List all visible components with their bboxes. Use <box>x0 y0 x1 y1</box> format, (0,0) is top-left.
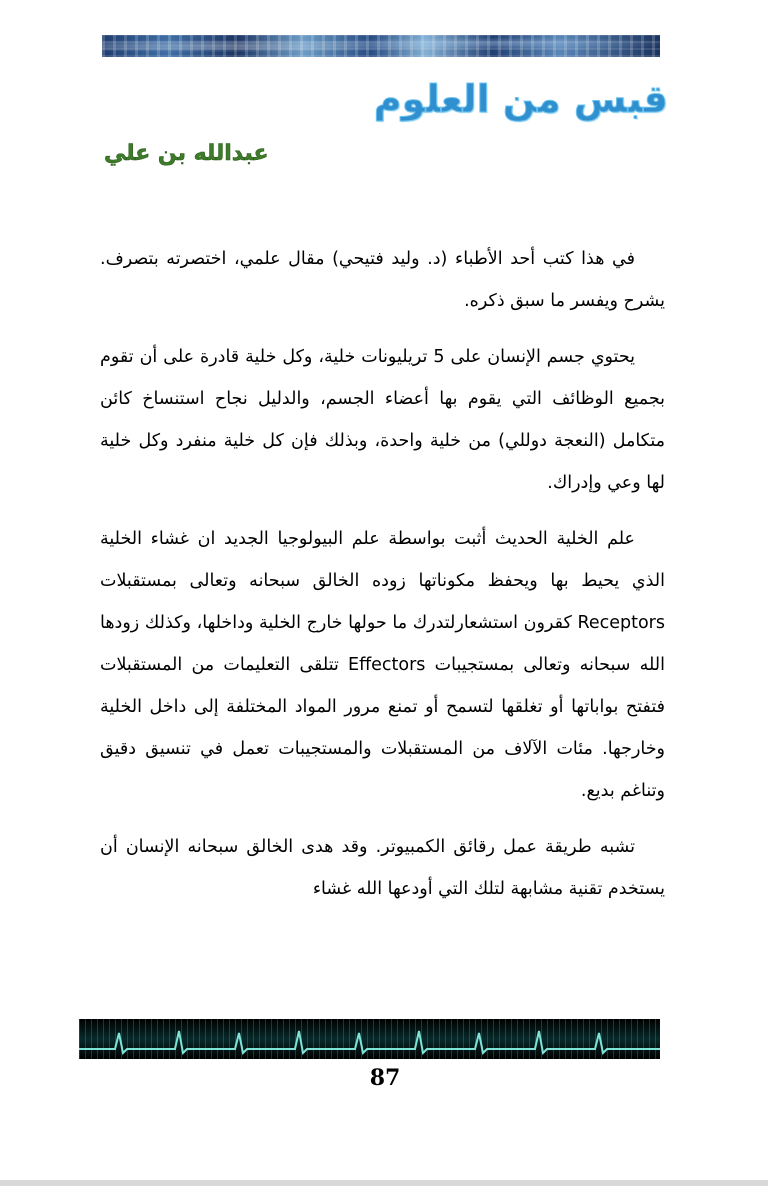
section-title: قبس من العلوم <box>373 77 668 121</box>
article-paragraph: تشبه طريقة عمل رقائق الكمبيوتر. وقد هدى الخالق سبحانه الإنسان أن يستخدم تقنية مشابهة لتلك التي أودعها الله غشاء <box>100 837 665 899</box>
page-number: 87 <box>369 1065 401 1091</box>
article-body <box>100 238 665 998</box>
ecg-line-icon <box>79 1019 660 1059</box>
author-name: عبدالله بن علي <box>104 141 269 166</box>
article-paragraph: علم الخلية الحديث أثبت بواسطة علم البيولوجيا الجديد ان غشاء الخلية الذي يحيط بها ويحفظ مكوناتها زوده الخالق سبحانه وتعالى بمستقبلات Receptors كقرون استشعارلتدرك ما حولها خارج الخلية وداخلها، وكذلك زودها الله سبحانه وتعالى بمستجيبات Effectors تتلقى التعليمات من المستقبلات فتفتح بواباتها أو تغلقها لتسمح أو تمنع مرور المواد المختلفة إلى داخل الخلية وخارجها. مئات الآلاف من المستقبلات والمستجيبات تعمل في تنسيق دقيق وتناغم بديع. <box>100 529 665 801</box>
article-paragraph: في هذا كتب أحد الأطباء (د. وليد فتيحي) مقال علمي، اختصرته بتصرف. يشرح ويفسر ما سبق ذكره. <box>100 249 665 311</box>
top-decorative-banner <box>102 35 660 57</box>
article-paragraph: يحتوي جسم الإنسان على 5 تريليونات خلية، وكل خلية قادرة على أن تقوم بجميع الوظائف التي يقوم بها أعضاء الجسم، والدليل نجاح استنساخ كائن متكامل (النعجة دوللي) من خلية واحدة، وبذلك فإن كل خلية منفرد وكل خلية لها وعي وإدراك. <box>100 347 665 493</box>
page-edge-divider <box>0 1180 768 1186</box>
banner-texture <box>102 35 660 57</box>
ecg-decorative-banner <box>79 1019 660 1059</box>
